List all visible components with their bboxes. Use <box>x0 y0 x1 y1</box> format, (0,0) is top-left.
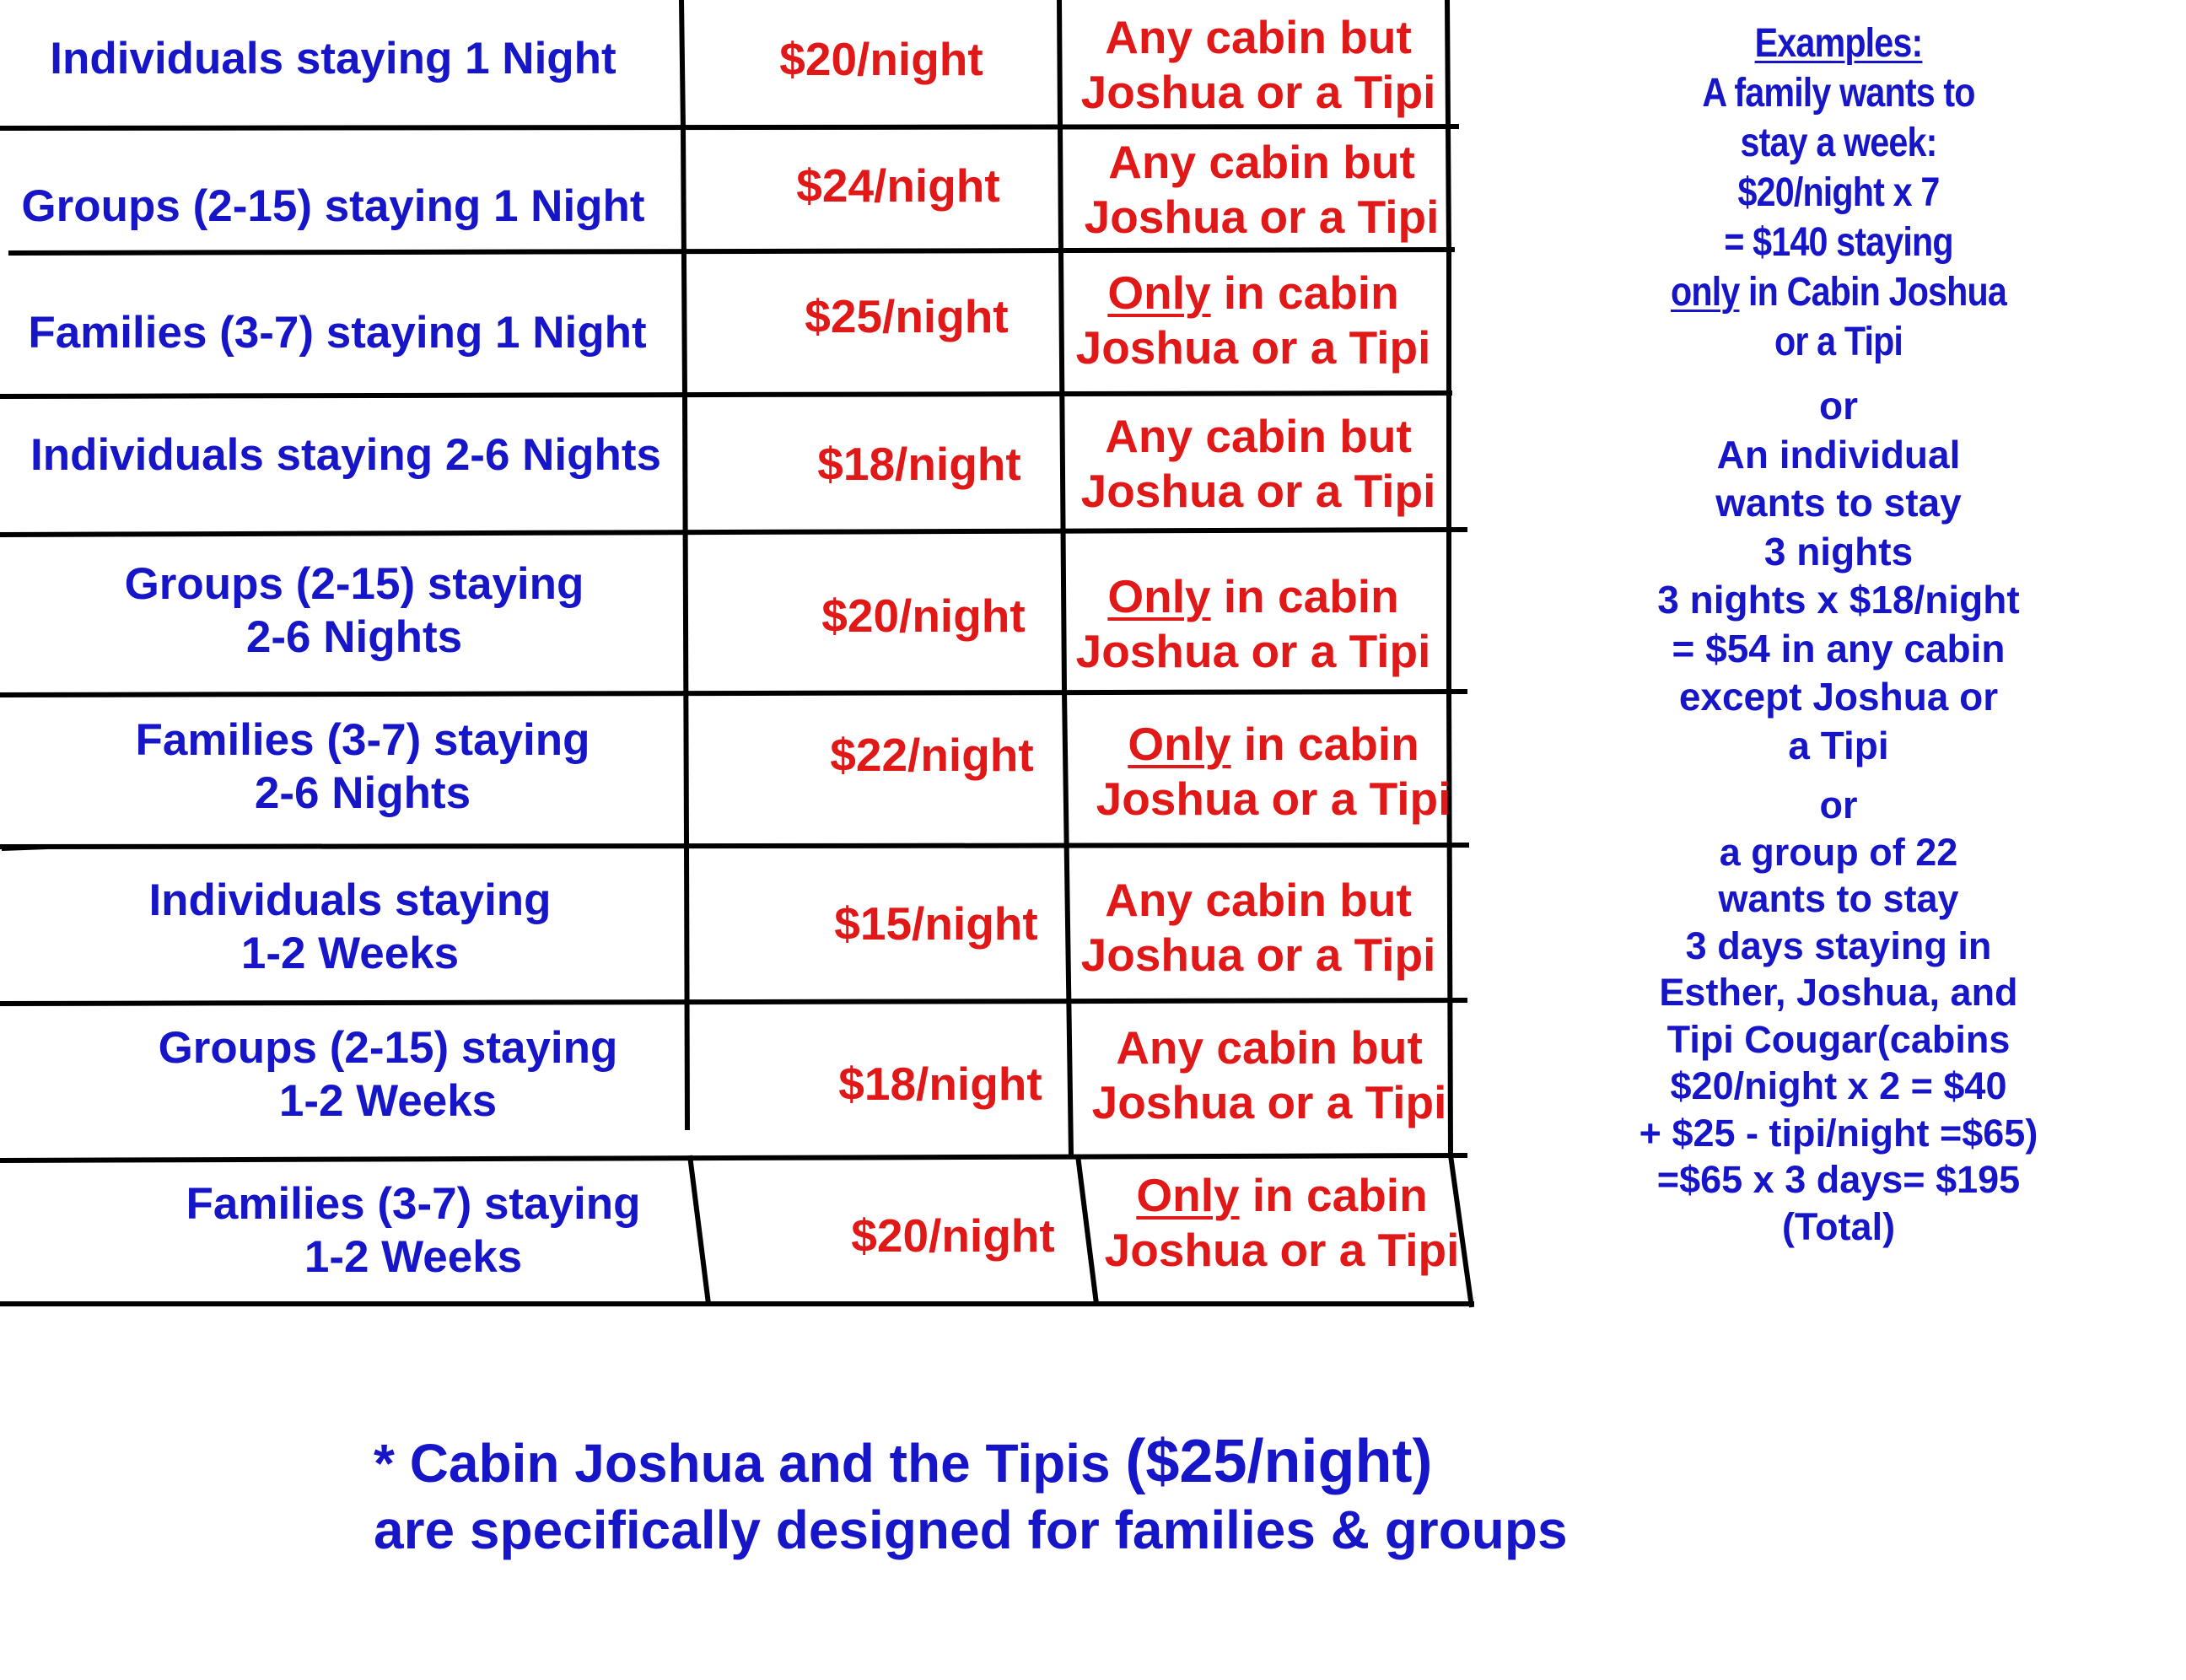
table-row-8-where <box>1075 1012 1463 1139</box>
row-5-where-line-2: Joshua or a Tipi <box>1075 625 1431 677</box>
row-3-only-underlined: Only <box>1107 267 1211 320</box>
or-separator-1: or <box>1819 384 1858 428</box>
row-7-who-line-2: 1-2 Weeks <box>240 929 460 978</box>
row-6-who-line-1: Families (3-7) staying <box>135 715 590 766</box>
table-row-4-price <box>738 405 1101 523</box>
row-1-where-line-1: Any cabin but <box>1105 11 1412 64</box>
table-row-1-price <box>700 0 1063 118</box>
family-example-line-2: stay a week: <box>1740 121 1937 165</box>
examples-panel <box>1594 19 2083 1250</box>
group-example-line-3: 3 days staying in <box>1685 923 1992 967</box>
row-7-who-line-1: Individuals staying <box>148 875 552 926</box>
row-9-who-line-2: 1-2 Weeks <box>304 1232 523 1282</box>
row-7-price-text: $15/night <box>834 897 1038 950</box>
row-2-where-line-2: Joshua or a Tipi <box>1084 191 1440 243</box>
family-example-line-5 <box>1629 267 2049 317</box>
table-row-5-where <box>1059 565 1447 683</box>
footnote-line-1 <box>374 1425 1568 1498</box>
row-3-where-line-2: Joshua or a Tipi <box>1075 321 1431 374</box>
row-3-where-line-1 <box>1107 266 1398 320</box>
table-row-3-price <box>725 253 1088 380</box>
row-6-who-line-2: 2-6 Nights <box>254 768 471 818</box>
row-5-who-line-1: Groups (2-15) staying <box>124 559 584 610</box>
group-example-line-8: =$65 x 3 days= $195 <box>1656 1158 2021 1201</box>
table-row-3-who <box>0 278 675 388</box>
row-4-price-text: $18/night <box>817 437 1021 490</box>
row-8-where-line-1: Any cabin but <box>1116 1021 1423 1074</box>
row-5-who-line-2: 2-6 Nights <box>245 612 463 662</box>
individual-example-line-6: except Joshua or <box>1678 675 1999 719</box>
table-row-4-where <box>1064 409 1452 519</box>
row-9-who-line-1: Families (3-7) staying <box>186 1179 641 1230</box>
group-example-line-5: Tipi Cougar(cabins <box>1666 1017 2011 1061</box>
table-row-4-who <box>8 401 683 510</box>
row-1-who-line-1: Individuals staying 1 Night <box>50 33 616 83</box>
row-8-who-line-1: Groups (2-15) staying <box>158 1023 618 1074</box>
group-example-line-4: Esther, Joshua, and <box>1659 971 2018 1014</box>
table-row-1-where <box>1064 10 1452 120</box>
table-row-2-who <box>0 143 666 270</box>
footnote-line-2: are specifically designed for families & groups <box>374 1500 1568 1561</box>
table-row-3-where <box>1059 261 1447 380</box>
footnote-text-1: * Cabin Joshua and the Tipis <box>374 1433 1126 1494</box>
row-7-where-line-1: Any cabin but <box>1105 874 1412 927</box>
row-4-where-line-1: Any cabin but <box>1105 410 1412 463</box>
table-row-7-price <box>755 860 1117 987</box>
table-row-6-where <box>1080 708 1467 835</box>
table-row-6-price <box>751 692 1113 818</box>
row-6-where-line-2: Joshua or a Tipi <box>1096 773 1451 825</box>
row-4-who-line-1: Individuals staying 2-6 Nights <box>30 429 662 480</box>
family-example-line-3: $20/night x 7 <box>1737 170 1940 215</box>
row-9-where-line-1 <box>1136 1168 1427 1223</box>
family-only-rest: in Cabin Joshua <box>1739 270 2006 315</box>
row-3-where-in-cabin: in cabin <box>1210 267 1399 320</box>
table-row-2-where <box>1068 135 1456 245</box>
family-example-line-4: = $140 staying <box>1724 220 1953 265</box>
group-example-line-9: (Total) <box>1781 1204 1896 1248</box>
table-row-7-who <box>17 860 683 995</box>
table-row-6-who <box>34 704 692 831</box>
row-6-only-underlined: Only <box>1128 718 1231 771</box>
individual-example-line-3: 3 nights <box>1763 529 1914 573</box>
footnote-price: ($25/night) <box>1125 1428 1433 1495</box>
family-example-line-1: A family wants to <box>1702 71 1975 116</box>
table-row-2-price <box>717 127 1080 245</box>
individual-example-line-7: a Tipi <box>1788 723 1889 767</box>
or-separator-2: or <box>1819 783 1858 827</box>
individual-example-line-2: wants to stay <box>1715 481 1962 525</box>
table-row-5-who <box>34 540 675 683</box>
individual-example-line-4: 3 nights x $18/night <box>1657 578 2020 622</box>
row-5-where-line-1 <box>1107 569 1398 624</box>
group-example-line-2: wants to stay <box>1718 877 1959 920</box>
group-example-line-1: a group of 22 <box>1719 830 1958 874</box>
row-9-where-line-2: Joshua or a Tipi <box>1104 1224 1460 1276</box>
examples-title: Examples: <box>1754 21 1923 66</box>
group-example-line-6: $20/night x 2 = $40 <box>1670 1064 2007 1107</box>
individual-example-line-5: = $54 in any cabin <box>1672 626 2006 670</box>
row-5-only-underlined: Only <box>1107 570 1211 623</box>
row-1-price-text: $20/night <box>779 32 983 85</box>
individual-example-line-1: An individual <box>1716 432 1961 477</box>
table-row-9-who <box>93 1164 734 1299</box>
family-example-line-6: or a Tipi <box>1774 320 1903 364</box>
row-7-where-line-2: Joshua or a Tipi <box>1080 929 1436 981</box>
individual-example <box>1594 382 2083 770</box>
table-row-8-price <box>759 1020 1122 1147</box>
table-row-7-where <box>1064 864 1452 991</box>
row-8-who-line-2: 1-2 Weeks <box>278 1076 498 1126</box>
row-3-who-line-1: Families (3-7) staying 1 Night <box>28 307 647 358</box>
row-4-where-line-2: Joshua or a Tipi <box>1080 465 1436 517</box>
row-2-who-line-1: Groups (2-15) staying 1 Night <box>21 180 645 231</box>
row-6-price-text: $22/night <box>830 728 1034 781</box>
table-row-9-where <box>1088 1160 1476 1286</box>
row-6-where-in-cabin: in cabin <box>1230 718 1419 771</box>
group-example <box>1594 782 2083 1250</box>
family-only-underlined: only <box>1671 270 1740 315</box>
row-9-where-in-cabin: in cabin <box>1239 1169 1428 1222</box>
row-3-price-text: $25/night <box>805 289 1009 342</box>
table-row-1-who <box>0 0 666 118</box>
family-example <box>1629 19 2049 367</box>
table-row-5-price <box>742 557 1105 675</box>
row-9-only-underlined: Only <box>1136 1169 1240 1222</box>
row-9-price-text: $20/night <box>851 1209 1055 1262</box>
row-6-where-line-1 <box>1128 717 1419 772</box>
row-5-where-in-cabin: in cabin <box>1210 570 1399 623</box>
footnote <box>374 1425 1568 1563</box>
table-row-8-who <box>67 1008 708 1143</box>
row-2-price-text: $24/night <box>796 159 1000 212</box>
row-5-price-text: $20/night <box>821 589 1026 642</box>
group-example-line-7: + $25 - tipi/night =$65) <box>1639 1111 2038 1155</box>
row-1-where-line-2: Joshua or a Tipi <box>1080 66 1436 118</box>
row-8-where-line-2: Joshua or a Tipi <box>1091 1076 1447 1128</box>
table-row-9-price <box>772 1172 1134 1299</box>
row-2-where-line-1: Any cabin but <box>1108 136 1415 189</box>
row-8-price-text: $18/night <box>838 1057 1042 1110</box>
